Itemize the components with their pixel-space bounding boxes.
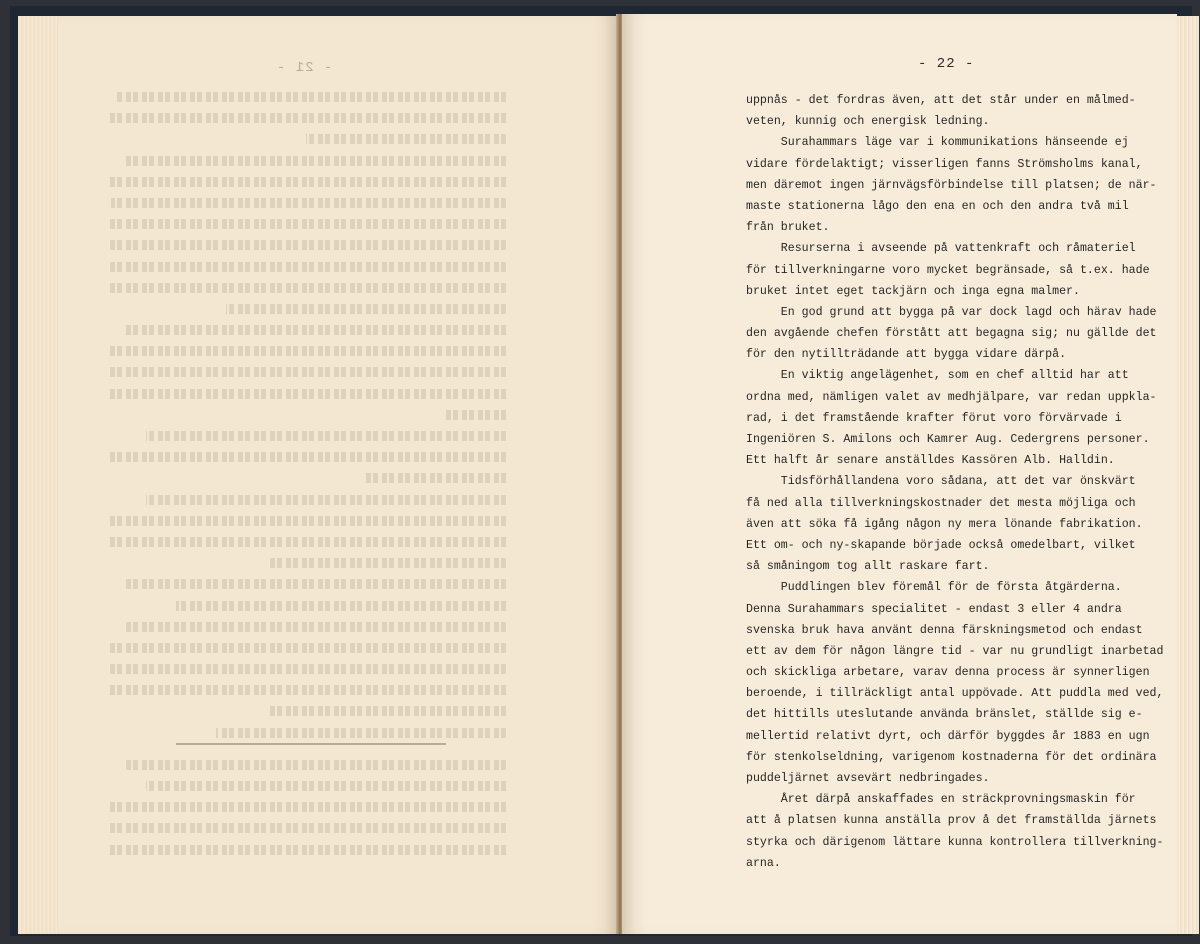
text-line: mellertid relativt dyrt, och därför byggdes år 1883 en ugn (746, 729, 1150, 743)
text-line: uppnås - det fordras även, att det står under en målmed- (746, 94, 1136, 107)
text-line: att å platsen kunna anställa prov å det framställda järnets (746, 814, 1157, 828)
text-line: Ett halft år senare anställdes Kassören Alb. Halldin. (746, 454, 1115, 468)
book-spread (10, 6, 1192, 936)
text-line: Tidsförhållandena voro sådana, att det var önskvärt (746, 475, 1136, 489)
text-line: styrka och därigenom lättare kunna kontrollera tillverkning- (746, 835, 1164, 849)
text-line: Ingeniören S. Amilons och Kamrer Aug. Cedergrens personer. (746, 433, 1150, 446)
text-line: det hittills uteslutande använda bränslet, ställde sig e- (746, 708, 1143, 722)
text-line: beroende, i tillräckligt antal uppövade. Att puddla med ved, (746, 687, 1164, 701)
text-line: från bruket. (746, 221, 830, 235)
body-text (746, 90, 1164, 874)
text-line: för stenkolseldning, varigenom kostnaderna för det ordinära (746, 750, 1157, 764)
text-line: och skickliga arbetare, varav denna process är synnerligen (746, 666, 1150, 680)
text-line: för den nytillträdande att bygga vidare därpå. (746, 348, 1067, 362)
text-line: Ett om- och ny-skapande började också omedelbart, vilket (746, 538, 1136, 552)
page-number: - 22 - (918, 56, 975, 72)
text-line: veten, kunnig och energisk ledning. (746, 115, 990, 129)
text-line: Året därpå anskaffades en sträckprovningsmaskin för (746, 793, 1136, 807)
text-line: En god grund att bygga på var dock lagd och härav hade (746, 305, 1157, 319)
text-line: för tillverkningarne voro mycket begränsade, så t.ex. hade (746, 263, 1150, 277)
left-page (18, 16, 618, 934)
text-line: få ned alla tillverkningskostnader det mesta möjliga och (746, 496, 1136, 510)
text-line: ett av dem för någon längre tid - var nu grundligt inarbetad (746, 644, 1164, 658)
text-line: bruket intet eget tackjärn och inga egna malmer. (746, 284, 1080, 298)
text-line: Puddlingen blev föremål för de första åtgärderna. (746, 581, 1122, 595)
text-line: puddeljärnet avsevärt nedbringades. (746, 772, 990, 785)
text-line: även att söka få igång någon ny mera lönande fabrikation. (746, 517, 1143, 531)
text-line: ordna med, nämligen valet av medhjälpare, var redan uppkla- (746, 390, 1157, 404)
text-line: rad, i det framstående krafter förut voro förvärvade i (746, 411, 1122, 425)
mirrored-page-number: - 21 - (276, 60, 333, 76)
text-line: En viktig angelägenhet, som en chef alltid har att (746, 369, 1129, 383)
text-line: arna. (746, 856, 781, 870)
text-line: vidare fördelaktigt; visserligen fanns Strömsholms kanal, (746, 157, 1143, 171)
page-stack-right (1177, 16, 1199, 934)
text-line: den avgående chefen förstått att begagna sig; nu gällde det (746, 327, 1157, 341)
text-line: maste stationerna lågo den ena en och den andra två mil (746, 199, 1129, 213)
right-page (622, 14, 1177, 934)
text-line: Denna Surahammars specialitet - endast 3 eller 4 andra (746, 602, 1122, 616)
text-line: Surahammars läge var i kommunikations hänseende ej (746, 136, 1129, 150)
bleed-through-text (56, 92, 506, 912)
text-line: Resurserna i avseende på vattenkraft och råmateriel (746, 242, 1136, 256)
text-line: så småningom tog allt raskare fart. (746, 560, 990, 574)
page-stack-left (18, 16, 58, 934)
text-line: men däremot ingen järnvägsförbindelse till platsen; de när- (746, 178, 1157, 192)
text-line: svenska bruk hava använt denna färskningsmetod och endast (746, 623, 1143, 637)
